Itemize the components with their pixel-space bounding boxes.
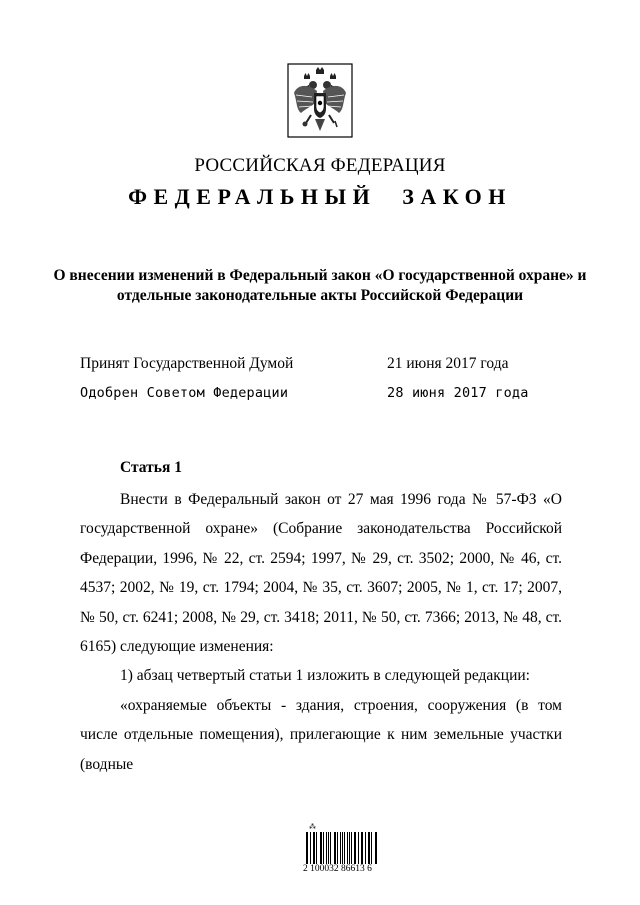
- barcode-icon: [303, 822, 383, 874]
- barcode-bar: [344, 832, 345, 864]
- barcode-bar: [362, 832, 363, 864]
- barcode-number: 2 100032 86613 6: [303, 864, 372, 874]
- paragraph: 1) абзац четвертый статьи 1 изложить в следующей редакции:: [120, 667, 530, 685]
- country-heading: РОССИЙСКАЯ ФЕДЕРАЦИЯ: [194, 155, 446, 176]
- article-heading: Статья 1: [120, 459, 182, 476]
- article-body: [80, 485, 562, 779]
- duma-date: 21 июня 2017 года: [387, 355, 509, 372]
- barcode-mark-icon: ⁂: [309, 823, 316, 831]
- coat-of-arms-icon: [287, 63, 353, 138]
- barcode-bar: [328, 832, 329, 864]
- barcode-bars: [306, 832, 378, 864]
- barcode-bar: [314, 832, 315, 864]
- paragraph: «охраняемые объекты - здания, строения, сооружения (в том числе отдельные помещения), прилегающие к ним земельные участки (водные: [80, 696, 562, 773]
- council-label: Одобрен Советом Федерации: [80, 385, 289, 401]
- council-date: 28 июня 2017 года: [387, 385, 529, 401]
- law-title: О внесении изменений в Федеральный закон «О государственной охране» и отдельные законодательные акты Российской Федерации: [53, 267, 587, 304]
- duma-label: Принят Государственной Думой: [80, 355, 294, 372]
- document-type-heading: ФЕДЕРАЛЬНЫЙ ЗАКОН: [128, 184, 512, 209]
- paragraph: Внести в Федеральный закон от 27 мая 1996 года № 57-ФЗ «О государственной охране» (Собрание законодательства Российской Федерации, 1996, № 22, ст. 2594; 1997, № 29, ст. 3502; 2000, № 46, ст. 4537; 2002, № 19, ст. 1794; 2004, № 35, ст. 3607; 2005, № 1, ст. 17; 2007, № 50, ст. 6241; 2008, № 29, ст. 3418; 2011, № 50, ст. 7366; 2013, № 48, ст. 6165) следующие изменения:: [80, 491, 562, 656]
